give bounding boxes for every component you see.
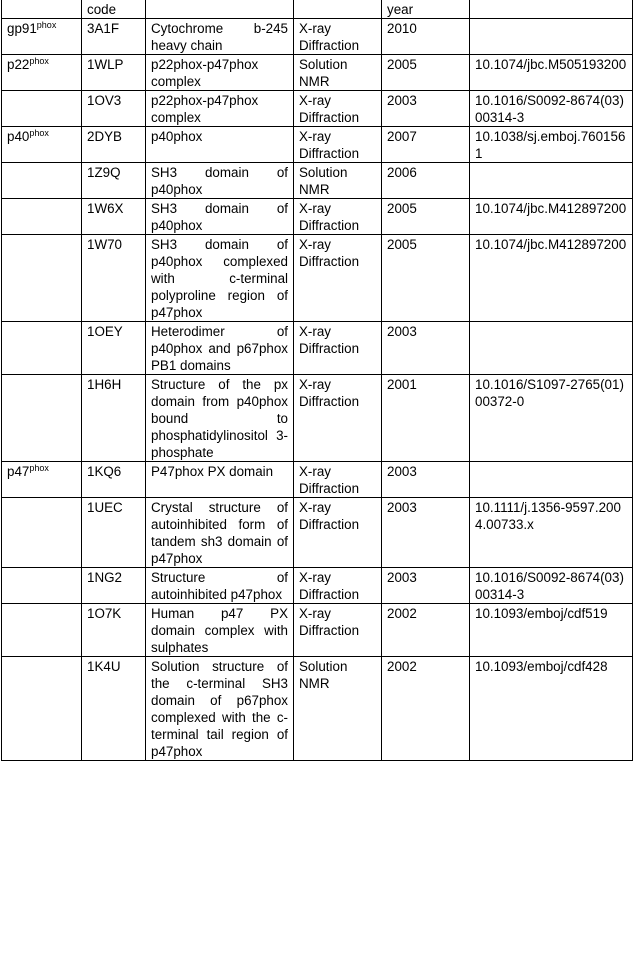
subunit-cell: [2, 199, 82, 235]
released-year-cell: 2006: [382, 163, 470, 199]
method-cell: X-ray Diffraction: [294, 375, 382, 462]
reference-doi-cell: 10.1016/S0092-8674(03)00314-3: [470, 91, 633, 127]
method-cell: X-ray Diffraction: [294, 235, 382, 322]
subunit-name: p40: [7, 129, 30, 144]
header-released-year: year: [382, 0, 470, 19]
protein-cell: P47phox PX domain: [146, 462, 294, 498]
released-year-cell: 2001: [382, 375, 470, 462]
method-cell: X-ray Diffraction: [294, 462, 382, 498]
reference-doi-cell: 10.1111/j.1356-9597.2004.00733.x: [470, 498, 633, 568]
pdb-code-cell: 1UEC: [82, 498, 146, 568]
method-cell: X-ray Diffraction: [294, 19, 382, 55]
reference-doi-cell: 10.1074/jbc.M412897200: [470, 235, 633, 322]
header-pdb-code: code: [82, 0, 146, 19]
released-year-cell: 2007: [382, 127, 470, 163]
released-year-cell: 2002: [382, 657, 470, 761]
table-row: [2, 19, 633, 55]
table-header-row: [2, 0, 633, 19]
released-year-cell: 2003: [382, 568, 470, 604]
reference-doi-cell: 10.1074/jbc.M412897200: [470, 199, 633, 235]
subunit-name: p47: [7, 464, 30, 479]
released-year-cell: 2005: [382, 55, 470, 91]
pdb-code-cell: 1NG2: [82, 568, 146, 604]
released-year-cell: 2003: [382, 498, 470, 568]
table-row: [2, 498, 633, 568]
released-year-cell: 2005: [382, 199, 470, 235]
subunit-cell: [2, 375, 82, 462]
released-year-cell: 2003: [382, 91, 470, 127]
table-row: [2, 163, 633, 199]
protein-cell: Solution structure of the c-terminal SH3 domain of p67phox complexed with the c-terminal tail region of p47phox: [146, 657, 294, 761]
pdb-code-cell: 1OEY: [82, 322, 146, 375]
protein-cell: p40phox: [146, 127, 294, 163]
subunit-superscript: phox: [29, 463, 49, 473]
subunit-superscript: phox: [29, 128, 49, 138]
table-row: [2, 375, 633, 462]
subunit-cell: [2, 498, 82, 568]
subunit-cell: [2, 127, 82, 163]
protein-cell: SH3 domain of p40phox: [146, 199, 294, 235]
pdb-code-cell: 1KQ6: [82, 462, 146, 498]
method-cell: X-ray Diffraction: [294, 91, 382, 127]
table-row: [2, 199, 633, 235]
released-year-cell: 2003: [382, 322, 470, 375]
subunit-cell: [2, 235, 82, 322]
subunit-cell: [2, 322, 82, 375]
table-row: [2, 462, 633, 498]
method-cell: Solution NMR: [294, 55, 382, 91]
pdb-code-cell: 1K4U: [82, 657, 146, 761]
subunit-superscript: phox: [36, 20, 57, 30]
subunit-name: gp91: [7, 21, 37, 36]
subunit-cell: [2, 462, 82, 498]
released-year-cell: 2010: [382, 19, 470, 55]
method-cell: Solution NMR: [294, 657, 382, 761]
reference-doi-cell: [470, 19, 633, 55]
header-method: [294, 0, 382, 19]
subunit-cell: [2, 19, 82, 55]
pdb-structures-table: [1, 0, 633, 761]
header-subunit: [2, 0, 82, 19]
table-row: [2, 604, 633, 657]
protein-cell: p22phox-p47phox complex: [146, 91, 294, 127]
pdb-code-cell: 1H6H: [82, 375, 146, 462]
pdb-code-cell: 2DYB: [82, 127, 146, 163]
pdb-code-cell: 1W6X: [82, 199, 146, 235]
reference-doi-cell: [470, 163, 633, 199]
subunit-cell: [2, 604, 82, 657]
released-year-cell: 2003: [382, 462, 470, 498]
pdb-code-cell: 1W70: [82, 235, 146, 322]
protein-cell: Human p47 PX domain complex with sulphates: [146, 604, 294, 657]
table-row: [2, 322, 633, 375]
header-protein: [146, 0, 294, 19]
table-row: [2, 55, 633, 91]
protein-cell: p22phox-p47phox complex: [146, 55, 294, 91]
pdb-code-cell: 1O7K: [82, 604, 146, 657]
reference-doi-cell: 10.1016/S1097-2765(01)00372-0: [470, 375, 633, 462]
reference-doi-cell: 10.1016/S0092-8674(03)00314-3: [470, 568, 633, 604]
table-row: [2, 568, 633, 604]
protein-cell: SH3 domain of p40phox: [146, 163, 294, 199]
protein-cell: Cytochrome b-245 heavy chain: [146, 19, 294, 55]
method-cell: X-ray Diffraction: [294, 498, 382, 568]
subunit-cell: [2, 55, 82, 91]
table-row: [2, 91, 633, 127]
method-cell: X-ray Diffraction: [294, 322, 382, 375]
table-row: [2, 235, 633, 322]
subunit-name: p22: [7, 57, 30, 72]
method-cell: Solution NMR: [294, 163, 382, 199]
table-body: [2, 19, 633, 761]
released-year-cell: 2002: [382, 604, 470, 657]
reference-doi-cell: 10.1093/emboj/cdf428: [470, 657, 633, 761]
protein-cell: Structure of autoinhibited p47phox: [146, 568, 294, 604]
pdb-code-cell: 3A1F: [82, 19, 146, 55]
subunit-superscript: phox: [29, 56, 49, 66]
released-year-cell: 2005: [382, 235, 470, 322]
reference-doi-cell: [470, 322, 633, 375]
subunit-cell: [2, 91, 82, 127]
method-cell: X-ray Diffraction: [294, 604, 382, 657]
reference-doi-cell: 10.1093/emboj/cdf519: [470, 604, 633, 657]
header-reference-doi: [470, 0, 633, 19]
protein-cell: Crystal structure of autoinhibited form of tandem sh3 domain of p47phox: [146, 498, 294, 568]
method-cell: X-ray Diffraction: [294, 127, 382, 163]
reference-doi-cell: [470, 462, 633, 498]
protein-cell: SH3 domain of p40phox complexed with c-terminal polyproline region of p47phox: [146, 235, 294, 322]
subunit-cell: [2, 657, 82, 761]
reference-doi-cell: 10.1074/jbc.M505193200: [470, 55, 633, 91]
subunit-cell: [2, 568, 82, 604]
reference-doi-cell: 10.1038/sj.emboj.7601561: [470, 127, 633, 163]
protein-cell: Structure of the px domain from p40phox bound to phosphatidylinositol 3-phosphate: [146, 375, 294, 462]
table-row: [2, 127, 633, 163]
pdb-code-cell: 1Z9Q: [82, 163, 146, 199]
method-cell: X-ray Diffraction: [294, 568, 382, 604]
pdb-code-cell: 1WLP: [82, 55, 146, 91]
subunit-cell: [2, 163, 82, 199]
method-cell: X-ray Diffraction: [294, 199, 382, 235]
protein-cell: Heterodimer of p40phox and p67phox PB1 domains: [146, 322, 294, 375]
pdb-code-cell: 1OV3: [82, 91, 146, 127]
table-row: [2, 657, 633, 761]
